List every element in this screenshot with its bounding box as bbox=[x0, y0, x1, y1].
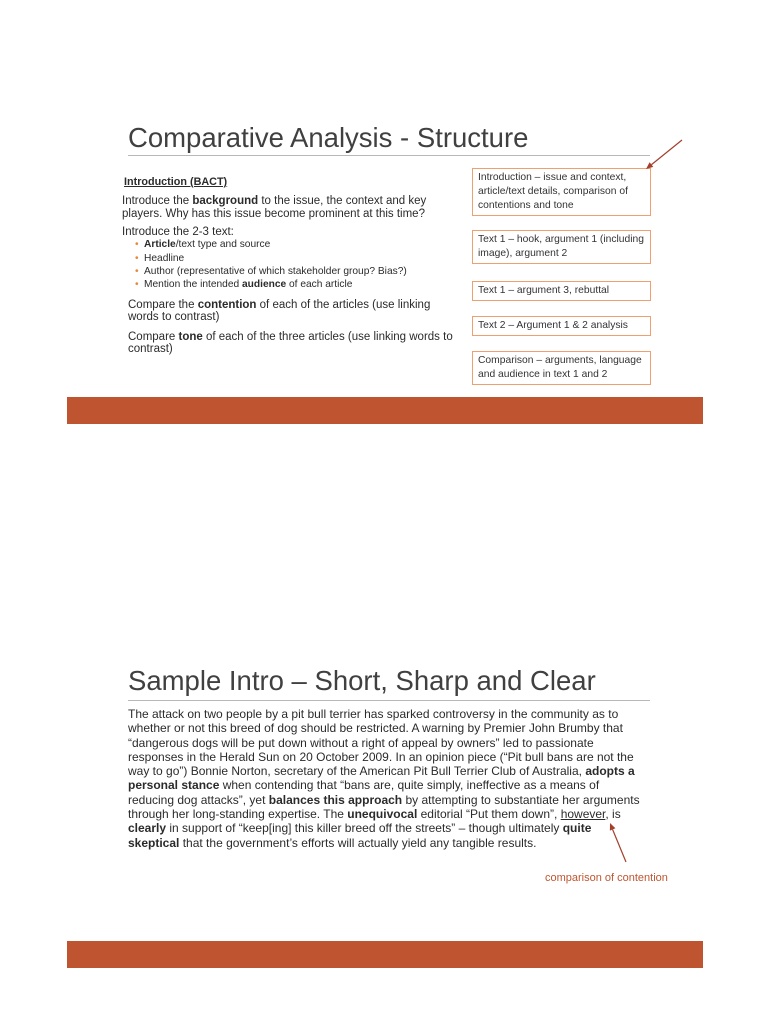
text-line bbox=[478, 233, 645, 247]
arrow-shaft bbox=[652, 140, 683, 165]
slide-title: Sample Intro – Short, Sharp and Clear bbox=[128, 665, 596, 696]
text-line bbox=[128, 311, 430, 324]
slide-comparative-analysis bbox=[67, 66, 703, 424]
bold-phrase: audience bbox=[242, 279, 287, 291]
structure-box-text1-part1 bbox=[472, 230, 651, 264]
line-text: Text 2 – Argument 1 & 2 analysis bbox=[478, 320, 628, 331]
text-line bbox=[128, 750, 640, 764]
text-run: “dangerous dogs will be put down without a right of appeal by owners” led to passionate bbox=[128, 735, 594, 750]
text-run: by attempting to substantiate her arguments bbox=[402, 792, 640, 807]
sample-intro-paragraph bbox=[128, 707, 640, 850]
text-run: whether or not this breed of dog should be restricted. A warning by Premier John Brumby that bbox=[128, 721, 623, 736]
text-line bbox=[128, 721, 640, 735]
text-run: when contending that “bans are, quite simply, ineffective as a means of bbox=[219, 778, 600, 793]
text-run: through her long-standing expertise. The bbox=[128, 807, 348, 822]
text-run: Headline bbox=[144, 252, 185, 264]
slide-footer-bar bbox=[67, 397, 703, 424]
underlined-word: however bbox=[560, 807, 606, 822]
text-line bbox=[478, 247, 645, 261]
text-run: Mention the intended bbox=[144, 279, 242, 291]
bullet-item bbox=[135, 265, 407, 278]
text-line bbox=[122, 195, 426, 208]
text-line bbox=[478, 185, 645, 199]
background-paragraph bbox=[122, 195, 426, 221]
slide-sample-intro bbox=[67, 610, 703, 968]
text-run: Compare the bbox=[128, 298, 198, 311]
text-line bbox=[122, 208, 426, 221]
line-text: image), argument 2 bbox=[478, 248, 568, 259]
bullet-list bbox=[135, 238, 407, 291]
text-run: of each of the three articles (use linking words to bbox=[202, 330, 453, 343]
bold-phrase: Article bbox=[144, 239, 176, 251]
annotation-arrow-icon bbox=[640, 135, 690, 175]
bold-phrase: unequivocal bbox=[347, 807, 418, 822]
bullet-dot-icon bbox=[135, 252, 144, 265]
text-line bbox=[128, 836, 640, 850]
line-text: article/text details, comparison of bbox=[478, 186, 628, 197]
line-text: and audience in text 1 and 2 bbox=[478, 369, 608, 380]
tone-paragraph bbox=[128, 331, 453, 356]
text-line bbox=[128, 707, 640, 721]
bold-phrase: quite bbox=[562, 821, 592, 836]
structure-box-introduction bbox=[472, 168, 651, 216]
text-run: that the government’s efforts will actually yield any tangible results. bbox=[179, 835, 537, 850]
text-line bbox=[478, 319, 645, 333]
text-run: in support of “keep[ing] this killer breed off the streets” – though ultimately bbox=[166, 821, 563, 836]
bold-phrase: personal stance bbox=[128, 778, 220, 793]
text-line bbox=[128, 764, 640, 778]
structure-box-text2 bbox=[472, 316, 651, 336]
bullet-item bbox=[135, 252, 407, 265]
text-run: words to contrast) bbox=[128, 311, 220, 323]
text-run: Compare bbox=[128, 330, 179, 343]
text-line bbox=[478, 171, 645, 185]
text-line bbox=[128, 736, 640, 750]
text-line bbox=[128, 299, 430, 312]
text-run: editorial “Put them down”, bbox=[417, 807, 561, 822]
text-line bbox=[128, 778, 640, 792]
line-text: contentions and tone bbox=[478, 200, 574, 211]
text-run: of each of the articles (use linking bbox=[256, 298, 431, 311]
line-text: Text 1 – argument 3, rebuttal bbox=[478, 285, 610, 296]
structure-box-text1-part2 bbox=[472, 281, 651, 301]
slide-footer-bar bbox=[67, 941, 703, 968]
text-line bbox=[128, 793, 640, 807]
bold-phrase: tone bbox=[178, 330, 203, 343]
bullet-dot-icon bbox=[135, 265, 144, 278]
text-run: /text type and source bbox=[175, 239, 271, 251]
slide-title: Comparative Analysis - Structure bbox=[128, 122, 529, 153]
annotation-arrow-icon bbox=[600, 815, 635, 870]
structure-box-comparison bbox=[472, 351, 651, 385]
bullet-dot-icon bbox=[135, 238, 144, 251]
contention-paragraph bbox=[128, 299, 430, 324]
title-divider bbox=[128, 155, 650, 156]
bold-phrase: clearly bbox=[128, 821, 167, 836]
text-line bbox=[128, 331, 453, 344]
bold-phrase: background bbox=[192, 194, 259, 207]
text-run: to the issue, the context and key bbox=[258, 194, 427, 207]
bullet-dot-icon bbox=[135, 278, 144, 291]
text-run: Introduce the bbox=[122, 194, 193, 207]
line-text: Introduction – issue and context, bbox=[478, 172, 627, 183]
bullet-item bbox=[135, 278, 407, 291]
arrow-shaft bbox=[613, 830, 626, 863]
text-line bbox=[478, 199, 645, 213]
text-line bbox=[128, 807, 640, 821]
annotation-label: comparison of contention bbox=[545, 872, 668, 884]
bold-phrase: adopts a bbox=[585, 764, 635, 779]
text-line bbox=[478, 354, 645, 368]
text-run: responses in the Herald Sun on 20 October 2009. In an opinion piece (“Pit bull bans are not the bbox=[128, 749, 634, 764]
line-text: Text 1 – hook, argument 1 (including bbox=[478, 234, 644, 245]
text-run: way to go”) Bonnie Norton, secretary of the American Pit Bull Terrier Club of Australia, bbox=[128, 764, 586, 779]
intro-heading: Introduction (BACT) bbox=[124, 176, 228, 188]
text-run: reducing dog attacks”, yet bbox=[128, 792, 269, 807]
texts-intro-line: Introduce the 2-3 text: bbox=[122, 225, 234, 238]
bullet-item bbox=[135, 238, 407, 251]
text-run: players. Why has this issue become prominent at this time? bbox=[122, 207, 425, 220]
arrow-head bbox=[610, 823, 616, 831]
text-run: of each article bbox=[286, 279, 353, 291]
text-run: The attack on two people by a pit bull terrier has sparked controversy in the community as to bbox=[128, 707, 619, 721]
text-line bbox=[478, 284, 645, 298]
text-line bbox=[128, 343, 453, 356]
title-divider bbox=[128, 700, 650, 701]
text-line bbox=[478, 368, 645, 382]
bold-phrase: skeptical bbox=[128, 835, 180, 850]
text-run: , is bbox=[605, 807, 621, 822]
bold-phrase: balances this approach bbox=[268, 792, 403, 807]
bold-phrase: contention bbox=[197, 298, 257, 311]
text-run: contrast) bbox=[128, 343, 173, 355]
text-run: Author (representative of which stakeholder group? Bias?) bbox=[144, 265, 407, 277]
text-line bbox=[128, 821, 640, 835]
line-text: Comparison – arguments, language bbox=[478, 355, 642, 366]
